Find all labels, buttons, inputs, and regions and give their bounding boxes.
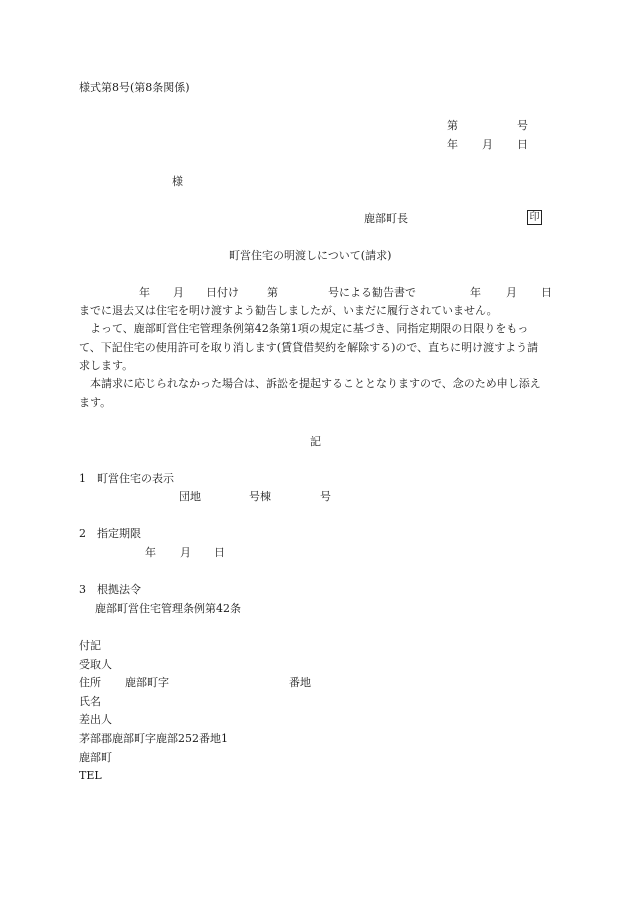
- doc-number-go: 号: [517, 119, 528, 132]
- item1-label: 1 町営住宅の表示: [79, 472, 174, 485]
- body-line1-day2: 日: [541, 286, 552, 299]
- body-line1-notice: 号による勧告書で: [328, 286, 416, 299]
- item3-value: 鹿部町営住宅管理条例第42条: [95, 602, 241, 615]
- item2-label: 2 指定期限: [79, 527, 141, 540]
- addressee-suffix: 様: [172, 175, 183, 188]
- item2-day: 日: [214, 546, 225, 559]
- date-year: 年: [447, 138, 458, 151]
- fuki-heading: 付記: [79, 639, 101, 652]
- item2-year: 年: [145, 546, 156, 559]
- item1-goto: 号棟: [249, 490, 271, 503]
- form-number: 様式第8号(第8条関係): [79, 81, 190, 94]
- issuer-name: 鹿部町長: [364, 212, 408, 225]
- recipient-label: 受取人: [79, 658, 112, 671]
- date-day: 日: [517, 138, 528, 151]
- tel-label: TEL: [79, 769, 102, 782]
- doc-number-dai: 第: [447, 119, 458, 132]
- item1-danchi: 団地: [179, 490, 201, 503]
- body-paragraph-2: よって、鹿部町営住宅管理条例第42条第1項の規定に基づき、同指定期限の日限りをもって、下記住宅の使用許可を取り消します(賃貸借契約を解除する)ので、直ちに明け渡すよう請求します。: [79, 322, 539, 372]
- body-line1-month2: 月: [506, 286, 517, 299]
- item3-label: 3 根拠法令: [79, 583, 141, 596]
- date-month: 月: [482, 138, 493, 151]
- sender-label: 差出人: [79, 713, 112, 726]
- address-banchi: 番地: [289, 676, 311, 689]
- name-label: 氏名: [79, 695, 101, 708]
- seal-box: 印: [527, 210, 542, 225]
- body-line1-dated: 日付け: [206, 286, 239, 299]
- sender-address: 茅部郡鹿部町字鹿部252番地1: [79, 732, 228, 745]
- sender-name: 鹿部町: [79, 751, 112, 764]
- body-line1-dai: 第: [267, 286, 278, 299]
- address-town: 鹿部町字: [125, 676, 169, 689]
- body-line1-year2: 年: [470, 286, 481, 299]
- body-line1-year: 年: [139, 286, 150, 299]
- body-line2: までに退去又は住宅を明け渡すよう勧告しましたが、いまだに履行されていません。: [79, 304, 498, 317]
- item1-go: 号: [320, 490, 331, 503]
- address-label: 住所: [79, 676, 101, 689]
- body-paragraph-3: 本請求に応じられなかった場合は、訴訟を提起することとなりますので、念のため申し添えます。: [79, 377, 541, 409]
- ki-heading: 記: [310, 435, 321, 448]
- seal-mark: [527, 210, 542, 225]
- document-title: 町営住宅の明渡しについて(請求): [229, 249, 392, 262]
- body-line1-month: 月: [173, 286, 184, 299]
- item2-month: 月: [180, 546, 191, 559]
